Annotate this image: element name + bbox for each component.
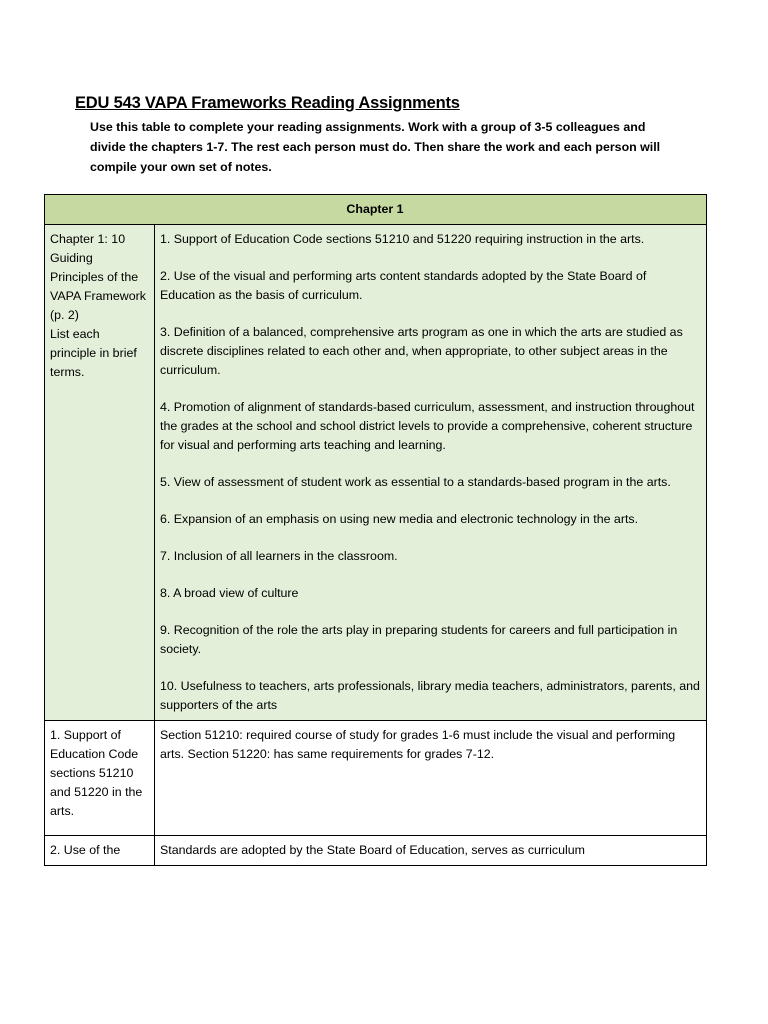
list-item: 5. View of assessment of student work as essential to a standards-based program in the arts. bbox=[160, 475, 671, 489]
row-label: 2. Use of the bbox=[45, 836, 155, 866]
chapter-header: Chapter 1 bbox=[45, 195, 707, 225]
instructions-paragraph: Use this table to complete your reading assignments. Work with a group of 3-5 colleagues and divide the chapters 1-7. The rest each person must do. Then share the work and each person will compile your own set of notes. bbox=[90, 120, 661, 174]
table-row bbox=[45, 721, 707, 836]
list-item: 7. Inclusion of all learners in the classroom. bbox=[160, 549, 398, 563]
list-item: 2. Use of the visual and performing arts content standards adopted by the State Board of Education as the basis of curriculum. bbox=[160, 269, 647, 302]
list-item: 8. A broad view of culture bbox=[160, 586, 299, 600]
principles-cell bbox=[155, 225, 707, 721]
list-item: 1. Support of Education Code sections 51210 and 51220 requiring instruction in the arts. bbox=[160, 232, 645, 246]
row-label: 1. Support of Education Code sections 51210 and 51220 in the arts. bbox=[45, 721, 155, 836]
list-item: 4. Promotion of alignment of standards-based curriculum, assessment, and instruction throughout the grades at the school and school district levels to provide a comprehensive, coherent structure for visual and performing arts teaching and learning. bbox=[160, 400, 695, 452]
table-row bbox=[45, 225, 707, 721]
list-item: 9. Recognition of the role the arts play in preparing students for careers and full participation in society. bbox=[160, 623, 678, 656]
list-item: 6. Expansion of an emphasis on using new media and electronic technology in the arts. bbox=[160, 512, 639, 526]
row-notes: Section 51210: required course of study for grades 1-6 must include the visual and performing arts. Section 51220: has same requirements for grades 7-12. bbox=[155, 721, 707, 836]
document-title: EDU 543 VAPA Frameworks Reading Assignments bbox=[75, 94, 460, 112]
list-item: 10. Usefulness to teachers, arts professionals, library media teachers, administrators, parents, and supporters of the arts bbox=[160, 679, 700, 712]
table-header-row bbox=[45, 195, 707, 225]
principles-list bbox=[160, 230, 700, 715]
row-label: Chapter 1: 10 Guiding Principles of the VAPA Framework (p. 2) List each principle in brief terms. bbox=[45, 225, 155, 721]
row-notes: Standards are adopted by the State Board of Education, serves as curriculum bbox=[155, 836, 707, 866]
table-row bbox=[45, 836, 707, 866]
list-item: 3. Definition of a balanced, comprehensive arts program as one in which the arts are studied as discrete disciplines related to each other and, when appropriate, to other subject areas in the curriculum. bbox=[160, 325, 683, 377]
reading-assignments-table bbox=[44, 194, 707, 866]
